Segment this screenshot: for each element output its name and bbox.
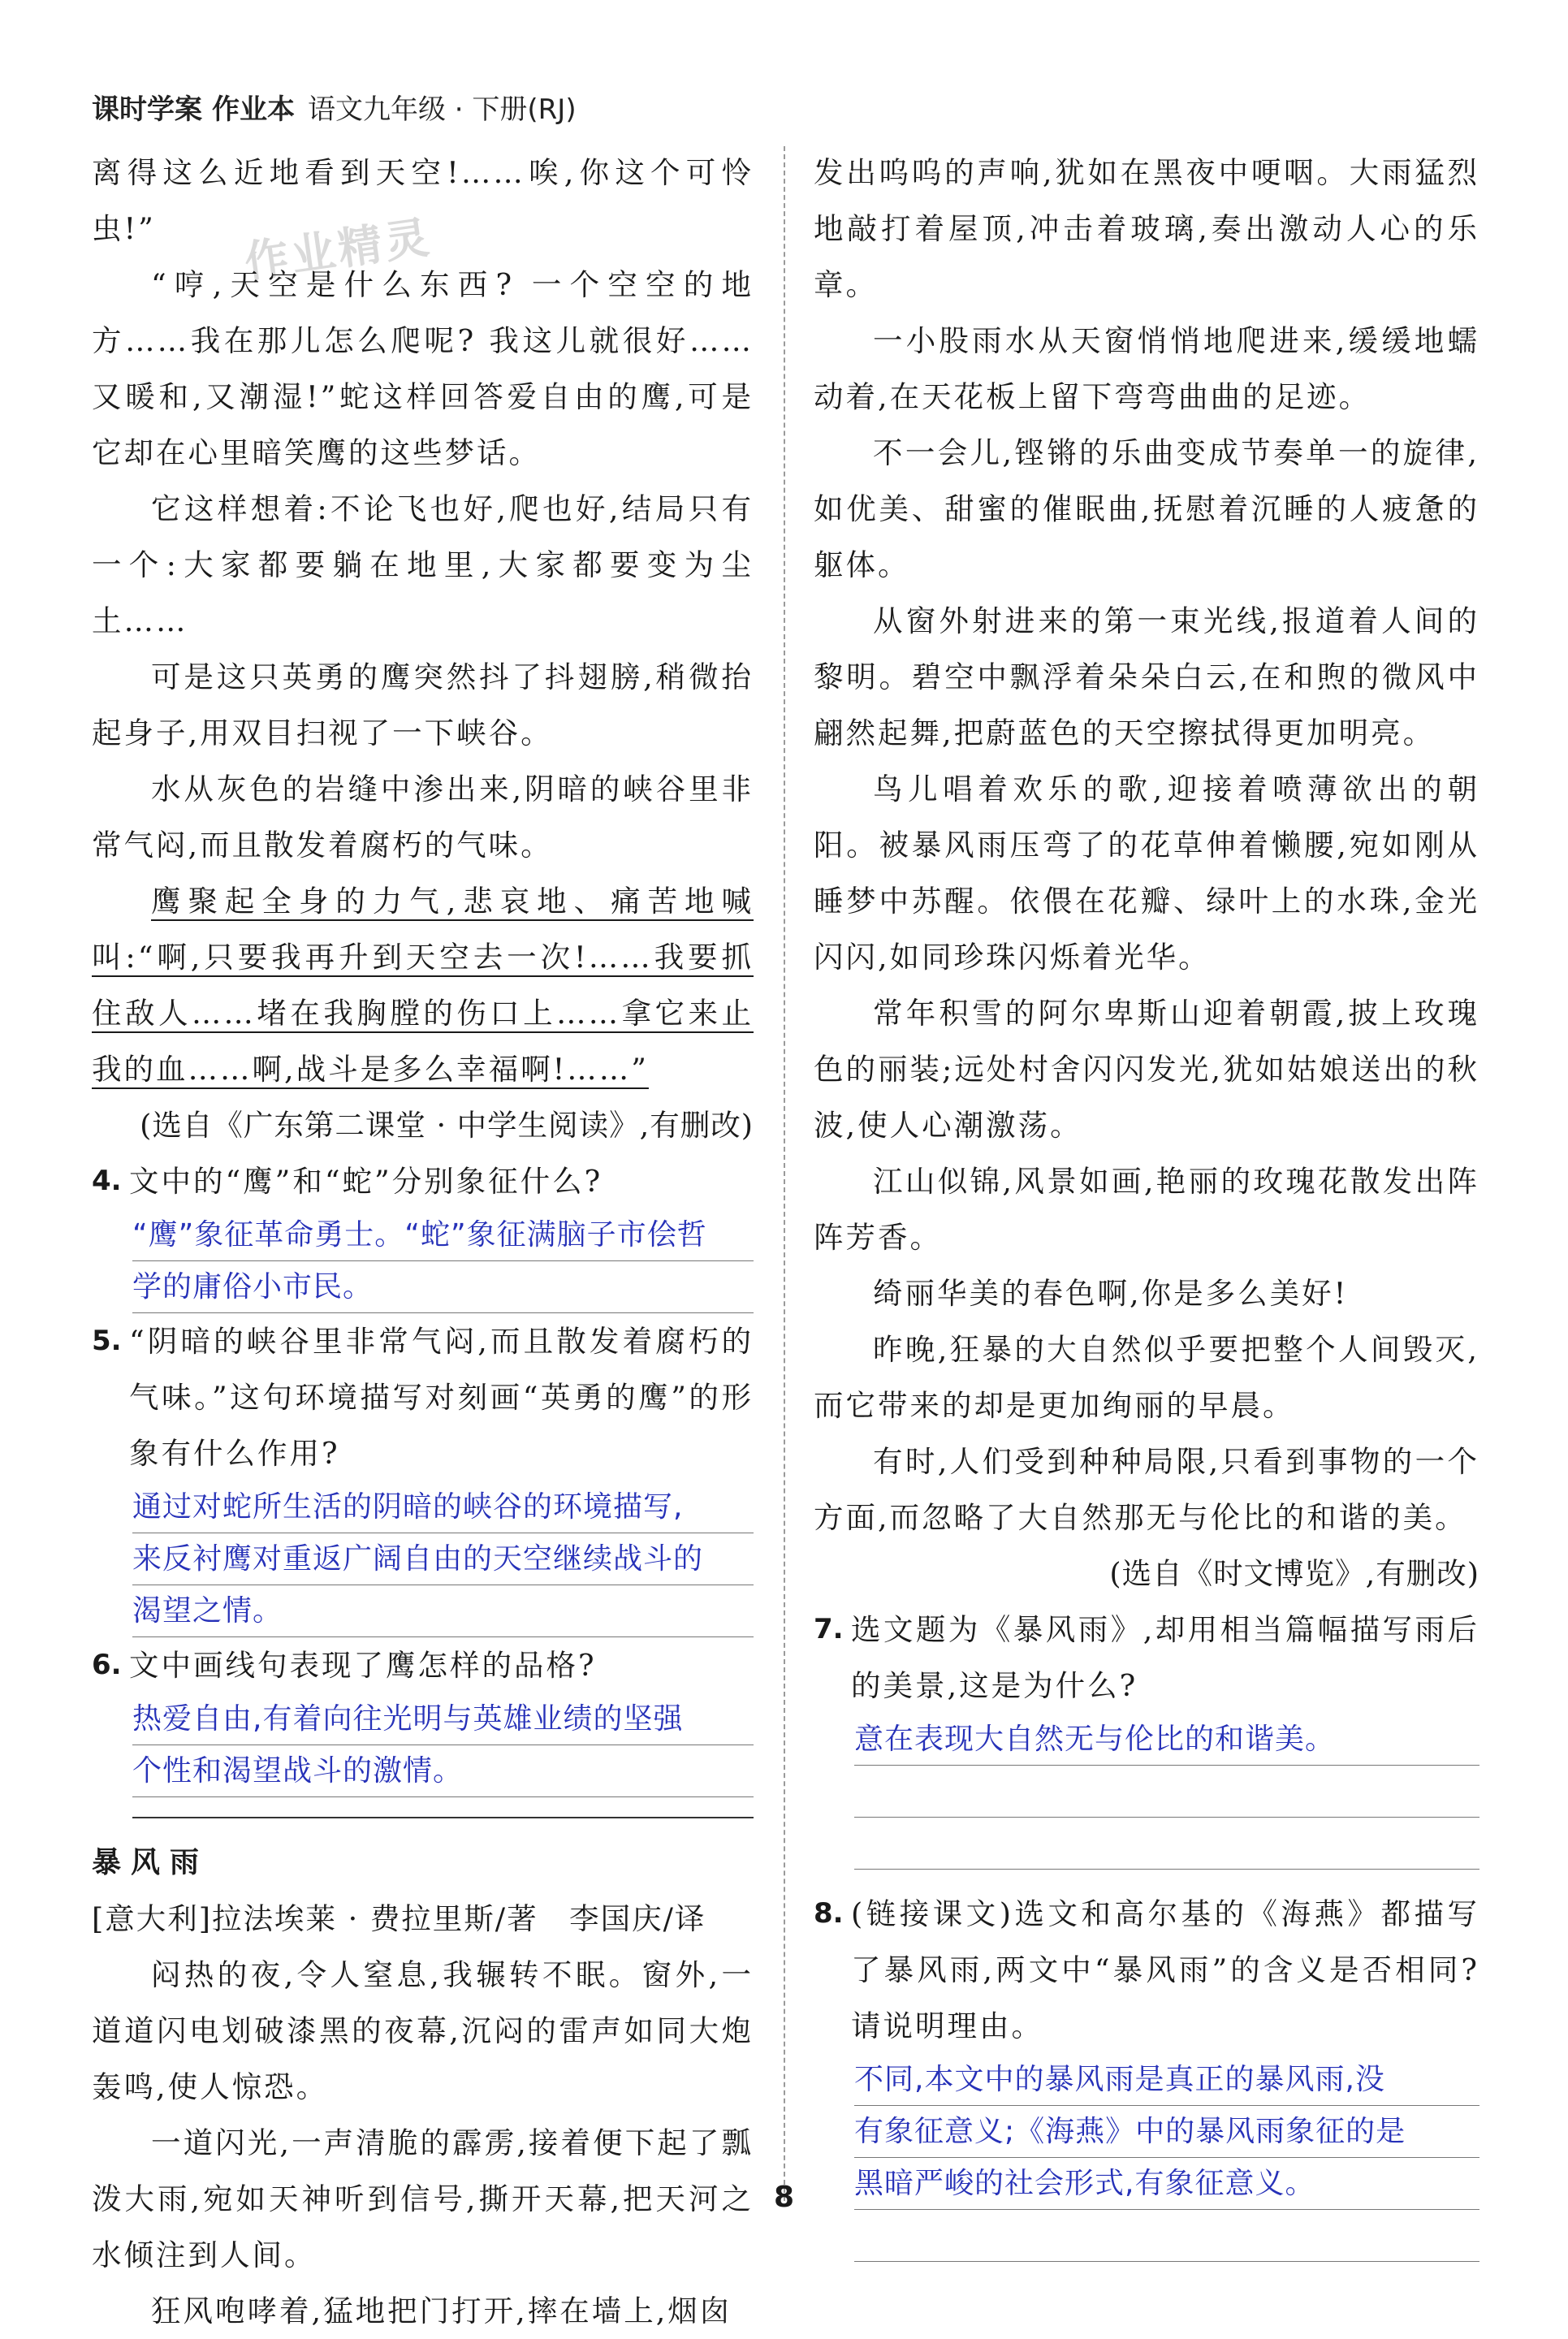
paragraph: 绮丽华美的春色啊,你是多么美好! — [873, 1276, 1349, 1311]
paragraph: 一道闪光,一声清脆的霹雳,接着便下起了瓢泼大雨,宛如天神听到信号,撕开天幕,把天河之水倾注到人间。 — [92, 2125, 754, 2272]
blank-answer-line — [854, 2210, 1479, 2262]
paragraph: 从窗外射进来的第一束光线,报道着人间的黎明。碧空中飘浮着朵朵白云,在和煦的微风中翩然起舞,把蔚蓝色的天空擦拭得更加明亮。 — [814, 603, 1479, 750]
book-subtitle: 作业本 — [212, 93, 295, 126]
course-label: 语文九年级 · 下册(RJ) — [308, 93, 577, 126]
section-separator — [132, 1797, 754, 1818]
paragraph: 可是这只英勇的鹰突然抖了抖翅膀,稍微抬起身子,用双目扫视了一下峡谷。 — [92, 659, 754, 750]
paragraph: 鸟儿唱着欢乐的歌,迎接着喷薄欲出的朝阳。被暴风雨压弯了的花草伸着懒腰,宛如刚从睡梦中苏醒。依偎在花瓣、绿叶上的水珠,金光闪闪,如同珍珠闪烁着光华。 — [814, 772, 1479, 975]
answer-line: 不同,本文中的暴风雨是真正的暴风雨,没 — [854, 2054, 1479, 2106]
page-header — [92, 89, 577, 130]
answer-line: 个性和渴望战斗的激情。 — [132, 1745, 754, 1797]
question-4 — [92, 1153, 754, 1209]
answer-line: “鹰”象征革命勇士。“蛇”象征满脑子市侩哲 — [132, 1209, 754, 1261]
answer-line: 来反衬鹰对重返广阔自由的天空继续战斗的 — [132, 1533, 754, 1585]
answer-line: 热爱自由,有着向往光明与英雄业绩的坚强 — [132, 1693, 754, 1745]
question-6 — [92, 1637, 754, 1693]
question-text: (链接课文)选文和高尔基的《海燕》都描写了暴风雨,两文中“暴风雨”的含义是否相同?请说明理由。 — [851, 1896, 1479, 2043]
left-column — [92, 145, 754, 2339]
question-number: 5. — [92, 1325, 122, 1357]
blank-answer-line — [854, 1766, 1479, 1818]
question-number: 4. — [92, 1165, 122, 1197]
paragraph: 闷热的夜,令人窒息,我辗转不眠。窗外,一道道闪电划破漆黑的夜幕,沉闷的雷声如同大炮轰鸣,使人惊恐。 — [92, 1957, 754, 2104]
paragraph: 水从灰色的岩缝中渗出来,阴暗的峡谷里非常气闷,而且散发着腐朽的气味。 — [92, 772, 754, 863]
watermark: 作业精灵 — [241, 211, 435, 288]
question-number: 8. — [814, 1897, 844, 1930]
question-text: 文中画线句表现了鹰怎样的品格? — [129, 1648, 597, 1683]
question-7 — [814, 1602, 1479, 1714]
paragraph: 它这样想着:不论飞也好,爬也好,结局只有一个:大家都要躺在地里,大家都要变为尘土…… — [92, 491, 754, 638]
answer-line: 通过对蛇所生活的阴暗的峡谷的环境描写, — [132, 1481, 754, 1533]
source-note: (选自《广东第二课堂 · 中学生阅读》,有删改) — [140, 1108, 754, 1143]
answer-5 — [132, 1481, 754, 1637]
underlined-sentence: 鹰聚起全身的力气,悲哀地、痛苦地喊叫:“啊,只要我再升到天空去一次!……我要抓住敌人……堵在我胸膛的伤口上……拿它来止我的血……啊,战斗是多么幸福啊!……” — [92, 884, 754, 1087]
paragraph: 不一会儿,铿锵的乐曲变成节奏单一的旋律,如优美、甜蜜的催眠曲,抚慰着沉睡的人疲惫的躯体。 — [814, 435, 1479, 582]
page-number: 8 — [773, 2181, 795, 2214]
paragraph: “哼,天空是什么东西? 一个空空的地方……我在那儿怎么爬呢? 我这儿就很好……又暖和,又潮湿!”蛇这样回答爱自由的鹰,可是它却在心里暗笑鹰的这些梦话。 — [92, 267, 754, 470]
paragraph: 离得这么近地看到天空!……唉,你这个可怜虫!” — [92, 155, 754, 246]
answer-line: 有象征意义;《海燕》中的暴风雨象征的是 — [854, 2106, 1479, 2158]
answer-line: 黑暗严峻的社会形式,有象征意义。 — [854, 2158, 1479, 2210]
paragraph: 狂风咆哮着,猛地把门打开,摔在墙上,烟囱 — [151, 2294, 732, 2328]
answer-line: 渴望之情。 — [132, 1585, 754, 1637]
answer-7 — [854, 1714, 1479, 1766]
answer-4 — [132, 1209, 754, 1313]
article-byline: [意大利]拉法埃莱 · 费拉里斯/著 李国庆/译 — [92, 1901, 706, 1936]
answer-6 — [132, 1693, 754, 1797]
underlined-paragraph — [92, 873, 754, 1097]
question-number: 6. — [92, 1649, 122, 1681]
paragraph: 常年积雪的阿尔卑斯山迎着朝霞,披上玫瑰色的丽装;远处村舍闪闪发光,犹如姑娘送出的秋波,使人心潮激荡。 — [814, 996, 1479, 1143]
answer-line: 意在表现大自然无与伦比的和谐美。 — [854, 1714, 1479, 1766]
blank-answer-line — [854, 1818, 1479, 1870]
paragraph: 发出呜呜的声响,犹如在黑夜中哽咽。大雨猛烈地敲打着屋顶,冲击着玻璃,奏出激动人心的乐章。 — [814, 155, 1479, 302]
question-5 — [92, 1313, 754, 1481]
question-8 — [814, 1886, 1479, 2054]
question-text: “阴暗的峡谷里非常气闷,而且散发着腐朽的气味。”这句环境描写对刻画“英勇的鹰”的形象有什么作用? — [129, 1324, 754, 1471]
paragraph: 江山似锦,风景如画,艳丽的玫瑰花散发出阵阵芳香。 — [814, 1164, 1479, 1255]
paragraph: 有时,人们受到种种局限,只看到事物的一个方面,而忽略了大自然那无与伦比的和谐的美。 — [814, 1444, 1479, 1535]
right-column — [814, 145, 1479, 2262]
column-divider — [784, 146, 785, 2201]
book-brand: 课时学案 — [92, 93, 202, 126]
answer-line: 学的庸俗小市民。 — [132, 1261, 754, 1313]
source-note: (选自《时文博览》,有删改) — [1109, 1556, 1479, 1591]
article-title: 暴风雨 — [92, 1846, 209, 1879]
question-text: 选文题为《暴风雨》,却用相当篇幅描写雨后的美景,这是为什么? — [851, 1612, 1479, 1703]
question-number: 7. — [814, 1613, 844, 1645]
question-text: 文中的“鹰”和“蛇”分别象征什么? — [129, 1164, 603, 1199]
paragraph: 昨晚,狂暴的大自然似乎要把整个人间毁灭,而它带来的却是更加绚丽的早晨。 — [814, 1332, 1479, 1423]
paragraph: 一小股雨水从天窗悄悄地爬进来,缓缓地蠕动着,在天花板上留下弯弯曲曲的足迹。 — [814, 323, 1479, 414]
